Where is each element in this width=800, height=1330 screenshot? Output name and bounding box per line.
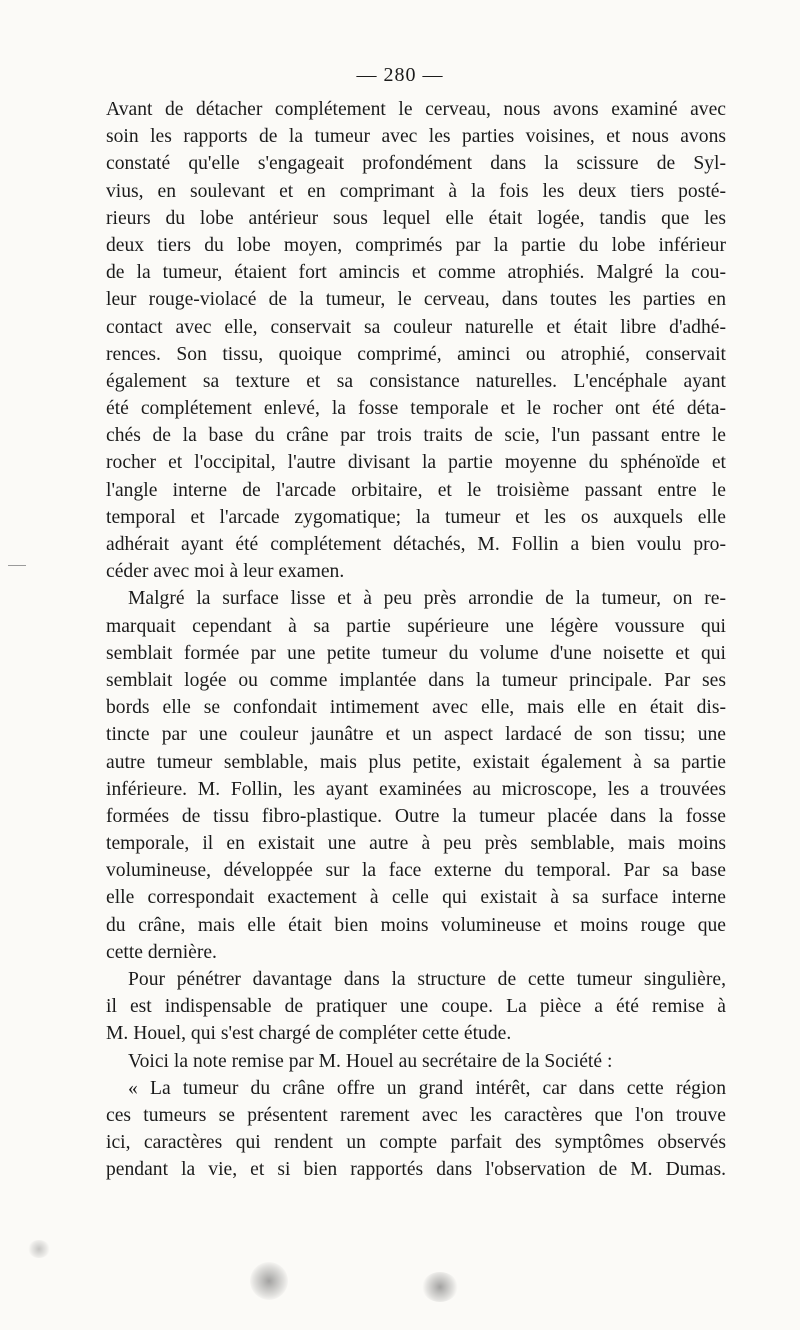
text-line: céder avec moi à leur examen. bbox=[106, 561, 345, 583]
text-line: l'angle interne de l'arcade orbitaire, et le troisième passant entre le bbox=[106, 479, 726, 501]
text-line: bords elle se confondait intimement avec elle, mais elle en était dis- bbox=[106, 697, 726, 719]
text-line: semblait formée par une petite tumeur du volume d'une noisette et qui bbox=[106, 642, 726, 664]
text-line: autre tumeur semblable, mais plus petite, existait également à sa partie bbox=[106, 751, 726, 773]
text-line: temporal et l'arcade zygomatique; la tumeur et les os auxquels elle bbox=[106, 506, 726, 528]
text-line: volumineuse, développée sur la face externe du temporal. Par sa base bbox=[106, 860, 726, 882]
text-line: il est indispensable de pratiquer une coupe. La pièce a été remise à bbox=[106, 996, 726, 1018]
text-line: formées de tissu fibro-plastique. Outre la tumeur placée dans la fosse bbox=[106, 805, 726, 827]
text-line: ces tumeurs se présentent rarement avec les caractères que l'on trouve bbox=[106, 1104, 726, 1126]
body-text bbox=[106, 96, 726, 1184]
text-line: elle correspondait exactement à celle qui existait à sa surface interne bbox=[106, 887, 726, 909]
text-line: du crâne, mais elle était bien moins volumineuse et moins rouge que bbox=[106, 914, 726, 936]
text-line: semblait logée ou comme implantée dans la tumeur principale. Par ses bbox=[106, 669, 726, 691]
ink-smudge bbox=[28, 1240, 50, 1258]
text-line: deux tiers du lobe moyen, comprimés par la partie du lobe inférieur bbox=[106, 234, 726, 256]
text-line: Pour pénétrer davantage dans la structure de cette tumeur singulière, bbox=[128, 969, 726, 990]
text-line: chés de la base du crâne par trois traits de scie, l'un passant entre le bbox=[106, 425, 726, 447]
margin-mark bbox=[8, 565, 26, 566]
ink-smudge bbox=[422, 1272, 458, 1302]
text-line: Malgré la surface lisse et à peu près arrondie de la tumeur, on re- bbox=[128, 588, 726, 610]
text-line: rieurs du lobe antérieur sous lequel elle était logée, tandis que les bbox=[106, 207, 726, 229]
text-line: rences. Son tissu, quoique comprimé, aminci ou atrophié, conservait bbox=[106, 343, 726, 365]
text-line: M. Houel, qui s'est chargé de compléter cette étude. bbox=[106, 1023, 512, 1045]
text-line: cette dernière. bbox=[106, 941, 217, 963]
text-line: « La tumeur du crâne offre un grand intérêt, car dans cette région bbox=[128, 1077, 726, 1099]
text-line: Voici la note remise par M. Houel au secrétaire de la Société : bbox=[128, 1050, 613, 1072]
text-line: Avant de détacher complétement le cerveau, nous avons examiné avec bbox=[106, 99, 726, 120]
text-line: pendant la vie, et si bien rapportés dans l'observation de M. Dumas. bbox=[106, 1159, 726, 1181]
text-line: soin les rapports de la tumeur avec les parties voisines, et nous avons bbox=[106, 126, 726, 148]
page-number: — 280 — bbox=[356, 64, 444, 86]
text-line: adhérait ayant été complétement détachés, M. Follin a bien voulu pro- bbox=[106, 534, 726, 555]
ink-smudge bbox=[250, 1262, 288, 1300]
text-line: temporale, il en existait une autre à peu près semblable, mais moins bbox=[106, 833, 726, 855]
text-line: rocher et l'occipital, l'autre divisant la partie moyenne du sphénoïde et bbox=[106, 452, 726, 474]
text-line: inférieure. M. Follin, les ayant examinées au microscope, les a trouvées bbox=[106, 778, 726, 800]
text-line: de la tumeur, étaient fort amincis et comme atrophiés. Malgré la cou- bbox=[106, 262, 726, 284]
text-line: tincte par une couleur jaunâtre et un aspect lardacé de son tissu; une bbox=[106, 724, 726, 746]
text-line: constaté qu'elle s'engageait profondément dans la scissure de Syl- bbox=[106, 153, 726, 175]
text-line: vius, en soulevant et en comprimant à la fois les deux tiers posté- bbox=[106, 180, 726, 202]
text-line: ici, caractères qui rendent un compte parfait des symptômes observés bbox=[106, 1132, 726, 1154]
text-line: également sa texture et sa consistance naturelles. L'encéphale ayant bbox=[106, 370, 726, 392]
text-line: leur rouge-violacé de la tumeur, le cerveau, dans toutes les parties en bbox=[106, 289, 726, 311]
text-line: été complétement enlevé, la fosse temporale et le rocher ont été déta- bbox=[106, 398, 726, 420]
text-line: marquait cependant à sa partie supérieure une légère voussure qui bbox=[106, 615, 726, 637]
text-line: contact avec elle, conservait sa couleur naturelle et était libre d'adhé- bbox=[106, 316, 726, 338]
